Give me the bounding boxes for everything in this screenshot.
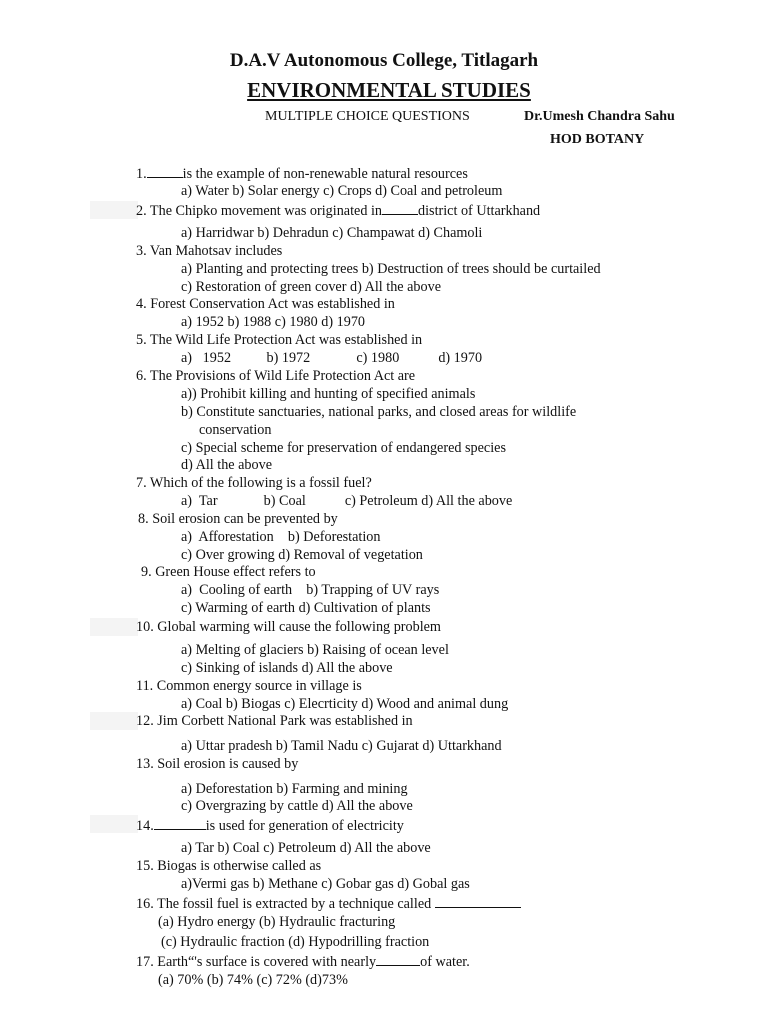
answer-blank [382, 202, 418, 215]
question-10: 10. Global warming will cause the following problem [136, 619, 441, 635]
question-10-options-2: c) Sinking of islands d) All the above [181, 660, 393, 676]
college-title: D.A.V Autonomous College, Titlagarh [229, 50, 539, 71]
question-9: 9. Green House effect refers to [141, 564, 316, 580]
scan-band [90, 815, 138, 833]
question-9-options-2: c) Warming of earth d) Cultivation of plants [181, 600, 431, 616]
question-4-options: a) 1952 b) 1988 c) 1980 d) 1970 [181, 314, 366, 330]
question-7: 7. Which of the following is a fossil fuel? [136, 475, 372, 491]
answer-blank [435, 895, 521, 908]
question-13-options-2: c) Overgrazing by cattle d) All the above [181, 798, 413, 814]
question-2 [136, 202, 540, 220]
question-3: 3. Van Mahotsav includes [136, 243, 283, 259]
question-6-option-d: d) All the above [181, 457, 273, 473]
question-text: is the example of non-renewable natural resources [182, 166, 468, 182]
question-8-options-2: c) Over growing d) Removal of vegetation [181, 547, 423, 563]
question-number: 14. [136, 818, 154, 834]
question-14 [136, 817, 404, 835]
question-10-options-1: a) Melting of glaciers b) Raising of ocean level [181, 642, 449, 658]
question-6-option-b-cont: conservation [199, 422, 272, 438]
scan-band [90, 201, 138, 219]
question-13-options-1: a) Deforestation b) Farming and mining [181, 781, 408, 797]
subject-title: ENVIRONMENTAL STUDIES [247, 78, 531, 102]
scan-band [90, 712, 138, 730]
question-13: 13. Soil erosion is caused by [136, 756, 299, 772]
answer-blank [147, 165, 183, 178]
question-6-option-c: c) Special scheme for preservation of endangered species [181, 440, 506, 456]
author-name: Dr.Umesh Chandra Sahu [524, 109, 675, 124]
question-12-options: a) Uttar pradesh b) Tamil Nadu c) Gujarat d) Uttarkhand [181, 738, 502, 754]
question-9-options-1: a) Cooling of earth b) Trapping of UV rays [181, 582, 440, 598]
question-6: 6. The Provisions of Wild Life Protection Act are [136, 368, 416, 384]
question-text: district of Uttarkhand [418, 203, 541, 219]
question-2-options: a) Harridwar b) Dehradun c) Champawat d) Chamoli [181, 225, 483, 241]
question-5-options: a) 1952 b) 1972 c) 1980 d) 1970 [181, 350, 483, 366]
question-number: 1. [136, 166, 147, 182]
question-text: of water. [420, 954, 470, 970]
question-6-option-b: b) Constitute sanctuaries, national parks, and closed areas for wildlife [181, 404, 577, 420]
question-4: 4. Forest Conservation Act was established in [136, 296, 395, 312]
question-17 [136, 953, 470, 971]
question-16-options-2: (c) Hydraulic fraction (d) Hypodrilling fraction [161, 934, 430, 950]
question-11: 11. Common energy source in village is [136, 678, 362, 694]
question-15-options: a)Vermi gas b) Methane c) Gobar gas d) Gobal gas [181, 876, 470, 892]
answer-blank [376, 953, 420, 966]
question-15: 15. Biogas is otherwise called as [136, 858, 322, 874]
question-3-options-1: a) Planting and protecting trees b) Destruction of trees should be curtailed [181, 261, 601, 277]
question-11-options: a) Coal b) Biogas c) Elecrticity d) Wood and animal dung [181, 696, 509, 712]
question-17-options: (a) 70% (b) 74% (c) 72% (d)73% [158, 972, 348, 988]
mcq-label: MULTIPLE CHOICE QUESTIONS [265, 109, 470, 124]
answer-blank [154, 817, 206, 830]
question-3-options-2: c) Restoration of green cover d) All the above [181, 279, 442, 295]
question-text: 17. Earth“'s surface is covered with nearly [136, 954, 377, 970]
question-7-options: a) Tar b) Coal c) Petroleum d) All the above [181, 493, 513, 509]
author-designation: HOD BOTANY [550, 132, 645, 147]
question-text: is used for generation of electricity [205, 818, 404, 834]
question-1-options: a) Water b) Solar energy c) Crops d) Coal and petroleum [181, 183, 503, 199]
question-8-options-1: a) Afforestation b) Deforestation [181, 529, 381, 545]
question-12: 12. Jim Corbett National Park was established in [136, 713, 413, 729]
question-text: 16. The fossil fuel is extracted by a technique called [136, 896, 432, 912]
question-16 [136, 895, 521, 913]
scan-band [90, 618, 138, 636]
question-text: 2. The Chipko movement was originated in [136, 203, 383, 219]
question-6-option-a: a)) Prohibit killing and hunting of specified animals [181, 386, 476, 402]
question-5: 5. The Wild Life Protection Act was established in [136, 332, 423, 348]
question-16-options-1: (a) Hydro energy (b) Hydraulic fracturing [158, 914, 396, 930]
question-14-options: a) Tar b) Coal c) Petroleum d) All the above [181, 840, 431, 856]
question-1 [136, 165, 468, 183]
question-8: 8. Soil erosion can be prevented by [138, 511, 338, 527]
